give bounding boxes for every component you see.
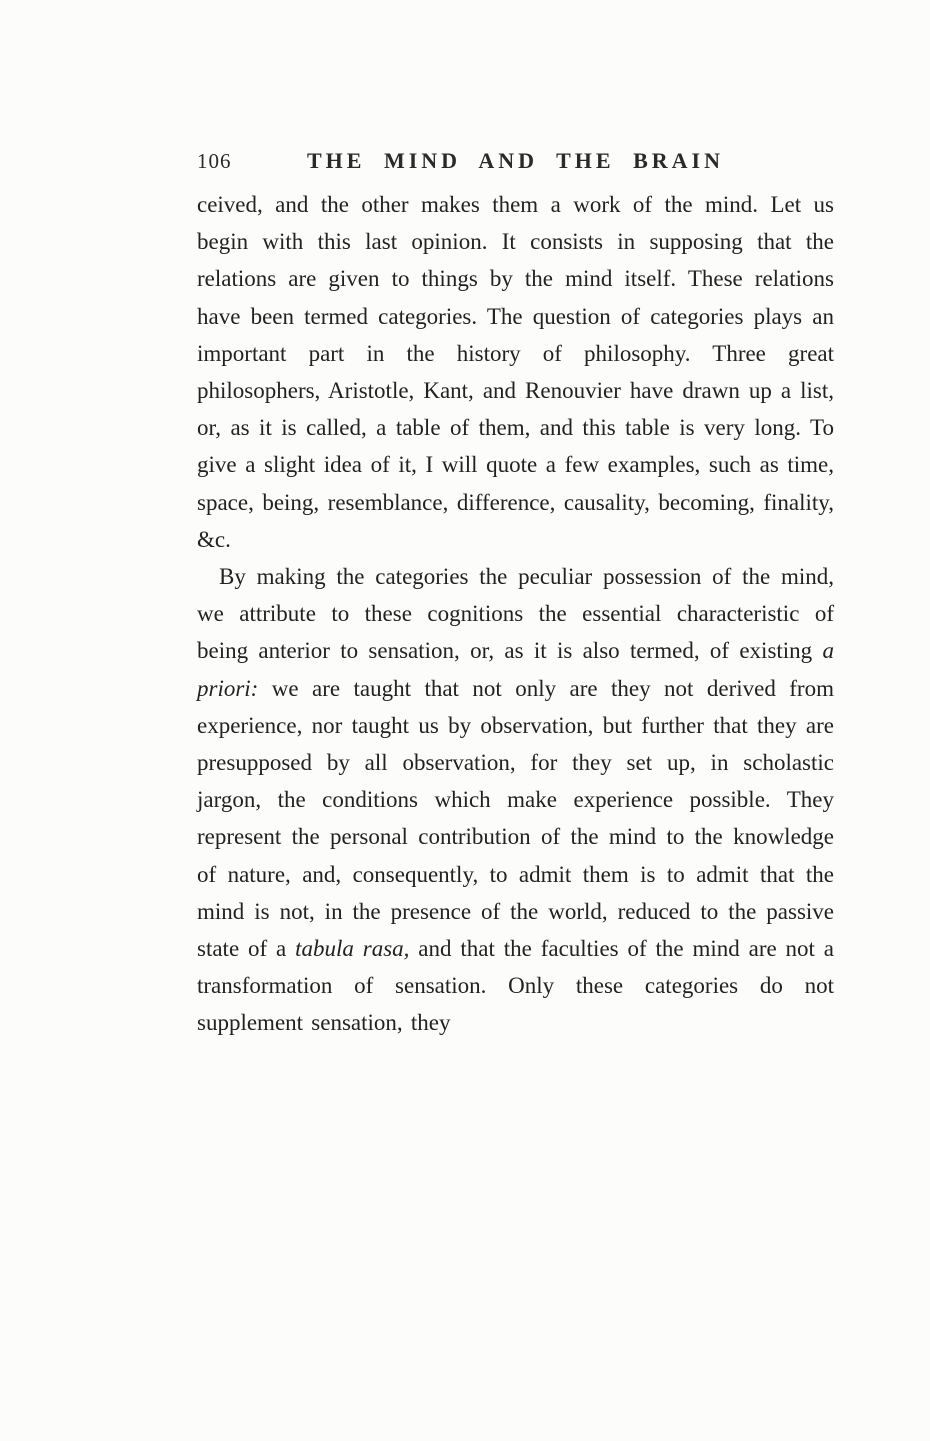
book-page bbox=[197, 140, 834, 1042]
paragraph bbox=[197, 558, 834, 1042]
page-body bbox=[197, 186, 834, 1042]
page-number: 106 bbox=[197, 149, 232, 173]
text-segment-italic: a priori: bbox=[197, 638, 834, 701]
text-segment: and that the faculties of the mind are not a transformation of sensation. Only these categories do not supplement sensation, they bbox=[197, 936, 835, 1036]
running-title: THE MIND AND THE BRAIN bbox=[307, 148, 724, 173]
text-segment: ceived, and the other makes them a work of the mind. Let us begin with this last opinion. It consists in supposing that the relations are given to things by the mind itself. These relations have been termed categories. The question of categories plays an important part in the history of philosophy. Three great philosophers, Aristotle, Kant, and Renouvier have drawn up a list, or, as it is called, a table of them, and this table is very long. To give a slight idea of it, I will quote a few examples, such as time, space, being, resemblance, difference, causality, becoming, finality, &c. bbox=[197, 192, 834, 552]
text-segment: By making the categories the peculiar possession of the mind, we attribute to these cognitions the essential characteristic of being anterior to sensation, or, as it is also termed, of existing bbox=[197, 564, 834, 664]
paragraph bbox=[197, 186, 834, 558]
page-header bbox=[197, 140, 834, 174]
text-segment: we are taught that not only are they not derived from experience, nor taught us by observation, but further that they are presupposed by all observation, for they set up, in scholastic jargon, the conditions which make experience possible. They represent the personal contribution of the mind to the knowledge of nature, and, consequently, to admit them is to admit that the mind is not, in the presence of the world, reduced to the passive state of a bbox=[197, 675, 834, 962]
text-segment-italic: tabula rasa, bbox=[295, 936, 410, 962]
